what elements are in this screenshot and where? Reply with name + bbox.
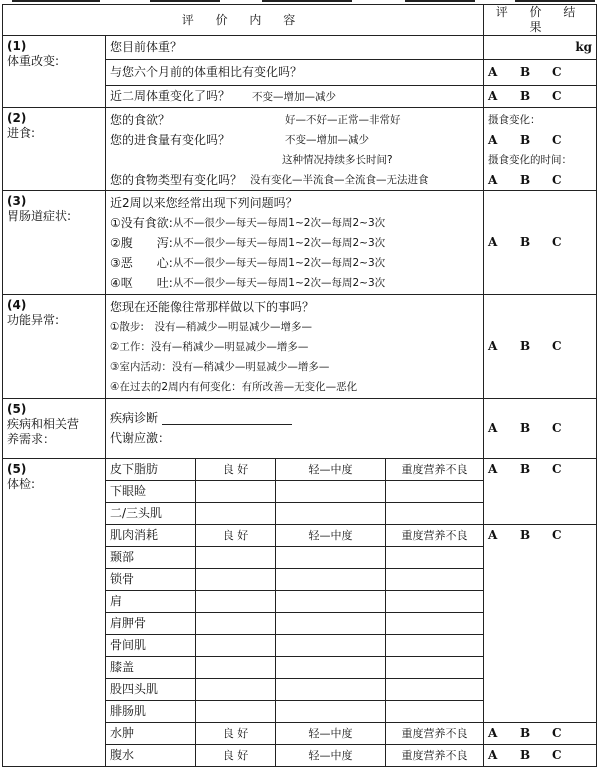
scale-good: 良 好 xyxy=(196,525,276,547)
top-rule xyxy=(12,0,100,2)
exam-row: 膝盖 xyxy=(106,657,196,679)
top-rule xyxy=(405,0,475,2)
exam-fat: 皮下脂肪 xyxy=(106,459,196,481)
header-result: 评 价 结 果 xyxy=(484,5,597,36)
section-title: 进食: xyxy=(7,126,36,140)
section-weight xyxy=(3,36,106,108)
exam-row: 下眼睑 xyxy=(106,481,196,503)
section-exam: (5) 体检: xyxy=(3,459,106,767)
question-6month-weight: 与您六个月前的体重相比有变化吗？ xyxy=(106,60,484,86)
section-number: (1) xyxy=(7,39,27,53)
exam-row: 骨间肌 xyxy=(106,635,196,657)
scale-mild: 轻—中度 xyxy=(276,745,386,767)
section-intake xyxy=(3,108,106,191)
result-abc[interactable]: A B C xyxy=(484,723,597,745)
assessment-table xyxy=(2,4,597,767)
section-gi: (3) 胃肠道症状: xyxy=(3,191,106,295)
exam-row: 二/三头肌 xyxy=(106,503,196,525)
exam-row: 肩胛骨 xyxy=(106,613,196,635)
result-abc[interactable]: A B C xyxy=(484,191,597,295)
scale-severe: 重度营养不良 xyxy=(386,723,484,745)
scale-good: 良 好 xyxy=(196,723,276,745)
section-function: (4) 功能异常: xyxy=(3,295,106,399)
disease-questions: 疾病诊断 代谢应激： xyxy=(106,399,484,459)
diagnosis-blank[interactable] xyxy=(162,412,292,425)
top-rule xyxy=(515,0,595,2)
result-abc[interactable]: A B C xyxy=(484,399,597,459)
exam-row: 腓肠肌 xyxy=(106,701,196,723)
exam-muscle: 肌肉消耗 xyxy=(106,525,196,547)
result-abc[interactable]: A B C xyxy=(484,525,597,723)
exam-row: 锁骨 xyxy=(106,569,196,591)
top-rule xyxy=(150,0,220,2)
scale-mild: 轻—中度 xyxy=(276,723,386,745)
intake-results[interactable]: 摄食变化： A B C 摄食变化的时间： A B C xyxy=(484,108,597,191)
scale-severe: 重度营养不良 xyxy=(386,459,484,481)
question-2week-weight: 近二周体重变化了吗？ 不变—增加—减少 xyxy=(106,86,484,108)
header-row xyxy=(3,5,597,36)
intake-questions: 您的食欲？ 好—不好—正常—非常好 您的进食量有变化吗？ 不变—增加—减少 这种情况持续多长时间? 您的食物类型有变化吗？ 没有变化—半流食—全流食—无法进食 xyxy=(106,108,484,191)
header-content: 评 价 内 容 xyxy=(3,5,484,36)
exam-row: 颞部 xyxy=(106,547,196,569)
gi-questions: 近2周以来您经常出现下列问题吗？ ①没有食欲: 从不—很少—每天—每周1~2次—每周2~3次 ②腹 泻: 从不—很少—每天—每周1~2次—每周2~3次 ③恶 心: 从不—很少—每天—每周1~2次—每周2~3次 ④呕 吐: 从不—很少—每天—每周1~2次—每周2~3次 xyxy=(106,191,484,295)
scale-good: 良 好 xyxy=(196,745,276,767)
weight-unit: kg xyxy=(484,36,597,60)
scale-mild: 轻—中度 xyxy=(276,459,386,481)
section-title: 体重改变: xyxy=(7,54,60,68)
result-abc[interactable]: A B C xyxy=(484,295,597,399)
question-current-weight: 您目前体重？ xyxy=(106,36,484,60)
result-abc[interactable]: A B C xyxy=(484,60,597,86)
scale-mild: 轻—中度 xyxy=(276,525,386,547)
scale-good: 良 好 xyxy=(196,459,276,481)
exam-edema: 水肿 xyxy=(106,723,196,745)
result-abc[interactable]: A B C xyxy=(484,86,597,108)
exam-row: 股四头肌 xyxy=(106,679,196,701)
exam-row: 肩 xyxy=(106,591,196,613)
section-disease: (5) 疾病和相关营 养需求： xyxy=(3,399,106,459)
scale-severe: 重度营养不良 xyxy=(386,745,484,767)
result-abc[interactable]: A B C xyxy=(484,745,597,767)
scale-severe: 重度营养不良 xyxy=(386,525,484,547)
section-number: (2) xyxy=(7,111,27,125)
top-rule xyxy=(262,0,352,2)
result-abc[interactable]: A B C xyxy=(484,459,597,525)
function-questions: 您现在还能像往常那样做以下的事吗？ ①散步: 没有—稍减少—明显减少—增多— ②工作：没有—稍减少—明显减少—增多— ③室内活动：没有—稍减少—明显减少—增多— ④在过去的2周内有何变化：有所改善—无变化—恶化 xyxy=(106,295,484,399)
exam-ascites: 腹水 xyxy=(106,745,196,767)
